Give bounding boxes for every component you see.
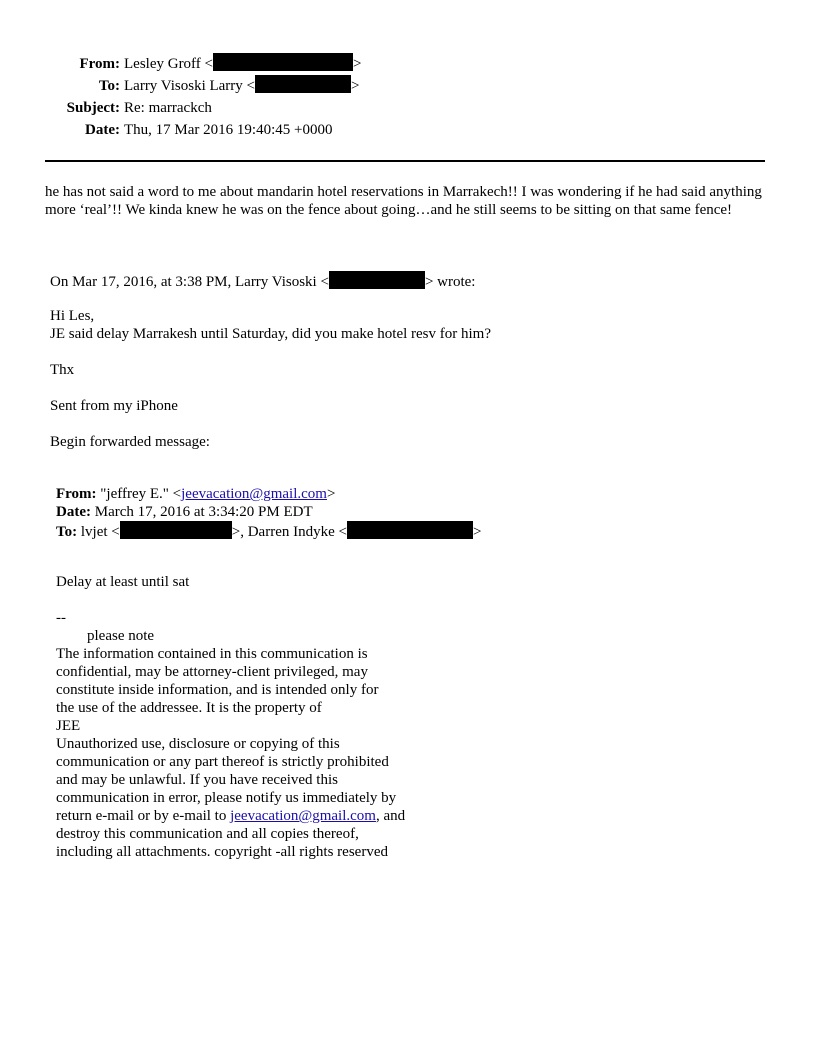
disclaimer-line: communication in error, please notify us immediately by: [56, 790, 397, 806]
begin-forwarded: Begin forwarded message:: [50, 434, 210, 450]
header-divider: [45, 160, 765, 162]
forwarded-message: Delay at least until sat: [56, 574, 190, 590]
redaction-box: [329, 271, 425, 289]
header-to-value: Larry Visoski Larry < >: [124, 75, 359, 97]
header-from-label: From:: [79, 56, 120, 72]
email-header: [40, 53, 440, 141]
quoted-thanks: Thx: [50, 362, 75, 378]
disclaimer-line: Unauthorized use, disclosure or copying of this: [56, 736, 340, 752]
header-subject-row: [40, 97, 440, 119]
header-date-value: Thu, 17 Mar 2016 19:40:45 +0000: [124, 122, 333, 138]
please-note: please note: [87, 628, 155, 644]
disclaimer-line: communication or any part thereof is strictly prohibited: [56, 754, 389, 770]
disclaimer-email-line: return e-mail or by e-mail to jeevacation@gmail.com, and: [56, 808, 406, 824]
reply-body: he has not said a word to me about mandarin hotel reservations in Marrakech!! I was wondering if he had said anything more ‘real’!! We kinda knew he was on the fence about going…and he still seems to be sitting on that same fence!: [45, 184, 762, 218]
forwarded-from-row: From: "jeffrey E." <jeevacation@gmail.com>: [56, 486, 336, 502]
disclaimer-line: the use of the addressee. It is the property of: [56, 700, 322, 716]
disclaimer-line: destroy this communication and all copies thereof,: [56, 826, 359, 842]
header-from-row: [40, 53, 440, 75]
disclaimer-line: including all attachments. copyright -all rights reserved: [56, 844, 388, 860]
header-subject-value: Re: marrackch: [124, 100, 212, 116]
redaction-box: [255, 75, 351, 93]
header-to-label: To:: [98, 78, 120, 94]
header-to-row: [40, 75, 440, 97]
redaction-box: [213, 53, 353, 71]
disclaimer-line: The information contained in this communication is: [56, 646, 368, 662]
forwarded-date-row: Date: March 17, 2016 at 3:34:20 PM EDT: [56, 504, 313, 520]
disclaimer-line: confidential, may be attorney-client privileged, may: [56, 664, 368, 680]
header-date-row: [40, 119, 440, 141]
redaction-box: [120, 521, 232, 539]
header-from-value: Lesley Groff < >: [124, 53, 361, 75]
disclaimer-line: and may be unlawful. If you have received this: [56, 772, 338, 788]
header-subject-label: Subject:: [66, 100, 120, 116]
redaction-box: [347, 521, 473, 539]
header-date-label: Date:: [85, 122, 120, 138]
forwarded-to-row: To: lvjet < >, Darren Indyke < >: [56, 521, 481, 541]
quoted-intro: On Mar 17, 2016, at 3:38 PM, Larry Visoski < > wrote:: [50, 271, 475, 291]
disclaimer-line: JEE: [56, 718, 81, 734]
forwarded-date-label: Date:: [56, 504, 91, 520]
disclaimer-email-link[interactable]: jeevacation@gmail.com: [230, 808, 376, 824]
forwarded-from-label: From:: [56, 486, 97, 502]
disclaimer-line: constitute inside information, and is intended only for: [56, 682, 379, 698]
signature-separator: --: [56, 610, 66, 626]
forwarded-to-label: To:: [56, 524, 78, 540]
quoted-sent-from: Sent from my iPhone: [50, 398, 178, 414]
quoted-greeting: Hi Les,: [50, 308, 95, 324]
quoted-body: JE said delay Marrakesh until Saturday, did you make hotel resv for him?: [50, 326, 491, 342]
forwarded-from-email-link[interactable]: jeevacation@gmail.com: [181, 486, 327, 502]
